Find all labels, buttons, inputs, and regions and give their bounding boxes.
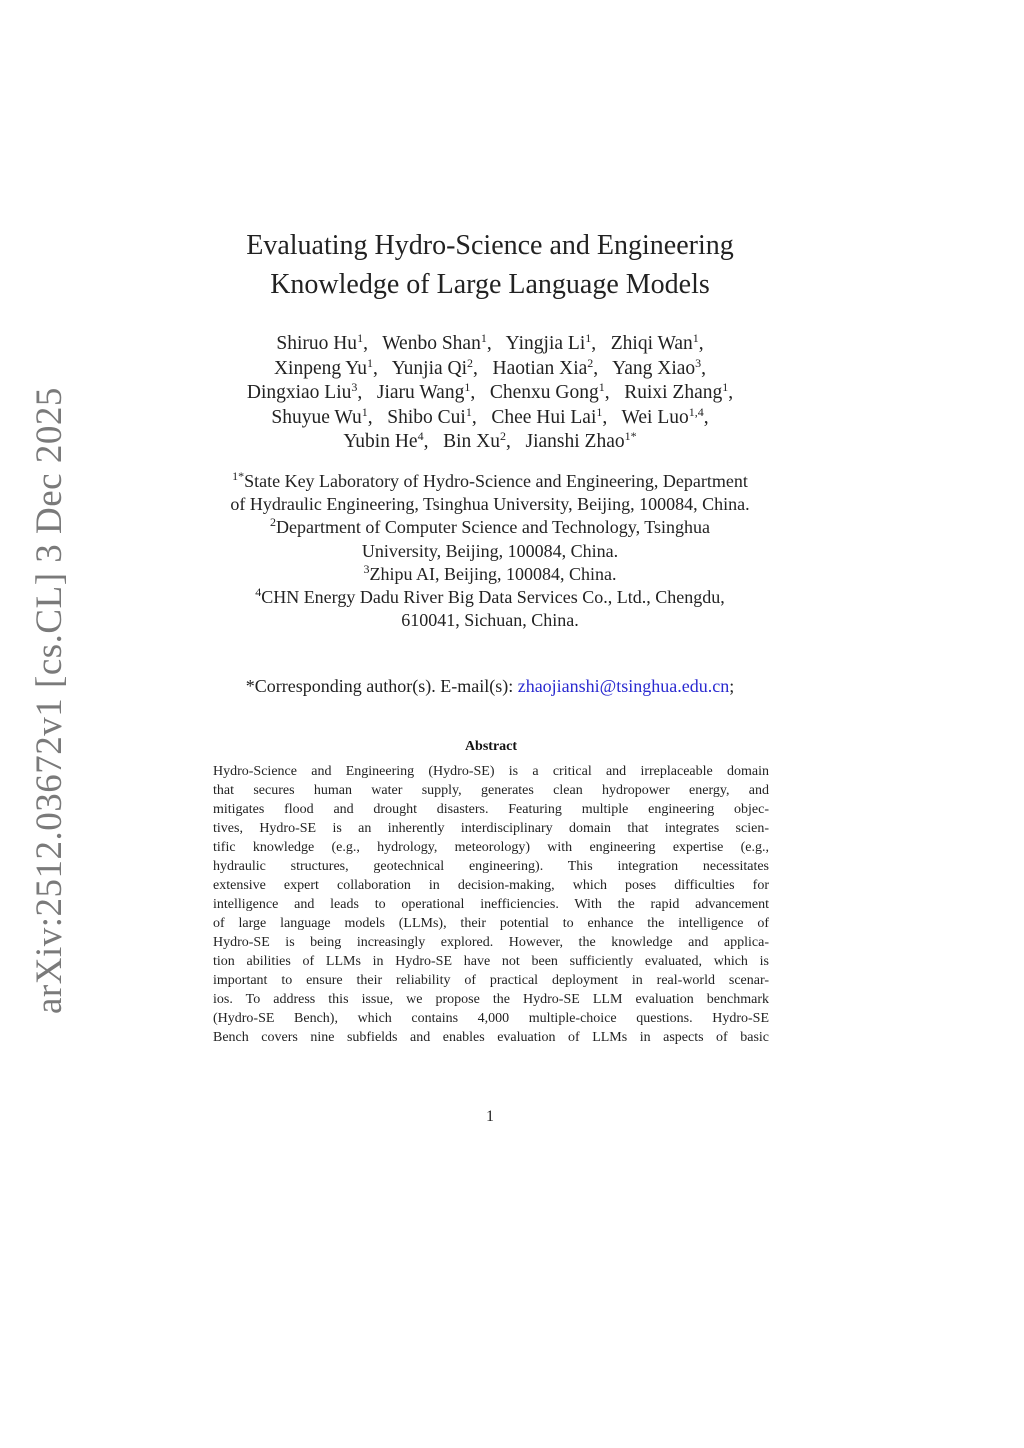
abstract-line: tion abilities of LLMs in Hydro-SE have not been sufficiently evaluated, which is: [213, 954, 769, 969]
author-row: Shiruo Hu$^1$, Wenbo Shan$^1$, Yingjia Li$^1$, Zhiqi Wan$^1$,: [276, 331, 704, 354]
abstract-line: mitigates flood and drought disasters. Featuring multiple engineering objec-: [213, 802, 769, 817]
abstract-line: extensive expert collaboration in decision-making, which poses difficulties for: [213, 878, 769, 893]
author-row: Dingxiao Liu$^3$, Jiaru Wang$^1$, Chenxu Gong$^1$, Ruixi Zhang$^1$,: [246, 380, 734, 403]
author-list: [180, 332, 800, 455]
abstract-line: Bench covers nine subfields and enables evaluation of LLMs in aspects of basic: [213, 1030, 769, 1045]
author: Bin Xu$^2$: [443, 429, 506, 452]
paper-title: [180, 226, 800, 304]
correspondence-trailing: ;: [729, 676, 735, 696]
author: Yingjia Li$^1$: [505, 331, 592, 354]
abstract-line: ios. To address this issue, we propose the Hydro-SE LLM evaluation benchmark: [213, 992, 769, 1007]
author: Zhiqi Wan$^1$: [610, 331, 699, 354]
author: Haotian Xia$^2$: [492, 355, 594, 379]
author: Yunjia Qi$^2$: [391, 355, 474, 379]
abstract-line: that secures human water supply, generates clean hydropower energy, and: [213, 783, 769, 798]
author: Ruixi Zhang$^1$: [624, 380, 729, 403]
title-line-2: Knowledge of Large Language Models: [270, 269, 710, 300]
affiliation-3: $^3$Zhipu AI, Beijing, 100084, China.: [363, 561, 617, 584]
abstract-heading: Abstract: [464, 739, 518, 754]
author: Wenbo Shan$^1$: [382, 331, 487, 354]
author-row: Xinpeng Yu$^1$, Yunjia Qi$^2$, Haotian Xia$^2$, Yang Xiao$^3$,: [273, 355, 707, 379]
author-row: Yubin He$^4$, Bin Xu$^2$, Jianshi Zhao$^{1*}$: [343, 429, 637, 452]
author-row: Shuyue Wu$^1$, Shibo Cui$^1$, Chee Hui Lai$^1$, Wei Luo$^{1,4}$,: [271, 404, 709, 428]
abstract-body: [213, 762, 769, 1047]
author: Shuyue Wu$^1$: [271, 404, 368, 428]
abstract-line: important to ensure their reliability of practical deployment in real-world scenar-: [213, 973, 769, 988]
email-link[interactable]: zhaojianshi@tsinghua.edu.cn: [517, 676, 730, 696]
author: Jianshi Zhao$^{1*}$: [525, 429, 637, 452]
author: Xinpeng Yu$^1$: [273, 355, 373, 379]
affiliation-4: $^4$CHN Energy Dadu River Big Data Services Co., Ltd., Chengdu,: [255, 585, 725, 608]
abstract-line: (Hydro-SE Bench), which contains 4,000 multiple-choice questions. Hydro-SE: [213, 1011, 769, 1026]
abstract-line: Hydro-SE is being increasingly explored. However, the knowledge and applica-: [213, 935, 769, 950]
abstract-line: Hydro-Science and Engineering (Hydro-SE) is a critical and irreplaceable domain: [213, 764, 769, 779]
affiliation-2-cont: University, Beijing, 100084, China.: [361, 540, 619, 561]
abstract-line: tific knowledge (e.g., hydrology, meteorology) with engineering expertise (e.g.,: [213, 840, 769, 855]
abstract-line: hydraulic structures, geotechnical engineering). This integration necessitates: [213, 859, 769, 874]
author: Chee Hui Lai$^1$: [491, 404, 603, 428]
author: Yang Xiao$^3$: [612, 355, 702, 379]
corresponding-author: [180, 674, 800, 698]
author: Jiaru Wang$^1$: [376, 380, 471, 403]
abstract-line: intelligence and leads to operational inefficiencies. With the rapid advancement: [213, 897, 769, 912]
page-number: 1: [486, 1108, 494, 1125]
author: Shibo Cui$^1$: [387, 404, 472, 428]
author: Chenxu Gong$^1$: [489, 380, 605, 403]
title-line-1: Evaluating Hydro-Science and Engineering: [246, 230, 734, 261]
affiliation-1: $^{1*}$State Key Laboratory of Hydro-Science and Engineering, Department: [232, 469, 748, 491]
arxiv-identifier-stamp: arXiv:2512.03672v1 [cs.CL] 3 Dec 2025: [29, 387, 70, 1014]
affiliation-1-cont: of Hydraulic Engineering, Tsinghua University, Beijing, 100084, China.: [230, 494, 750, 515]
author: Wei Luo$^{1,4}$: [621, 404, 704, 428]
author: Shiruo Hu$^1$: [276, 331, 364, 354]
author: Dingxiao Liu$^3$: [246, 380, 358, 403]
affiliation-4-cont: 610041, Sichuan, China.: [401, 610, 579, 631]
affiliation-list: [180, 470, 800, 632]
abstract-line: of large language models (LLMs), their potential to enhance the intelligence of: [213, 916, 769, 931]
affiliation-2: $^2$Department of Computer Science and Technology, Tsinghua: [269, 515, 711, 538]
abstract-line: tives, Hydro-SE is an inherently interdisciplinary domain that integrates scien-: [213, 821, 769, 836]
correspondence-label: *Corresponding author(s). E-mail(s):: [245, 676, 518, 696]
author: Yubin He$^4$: [343, 429, 424, 452]
